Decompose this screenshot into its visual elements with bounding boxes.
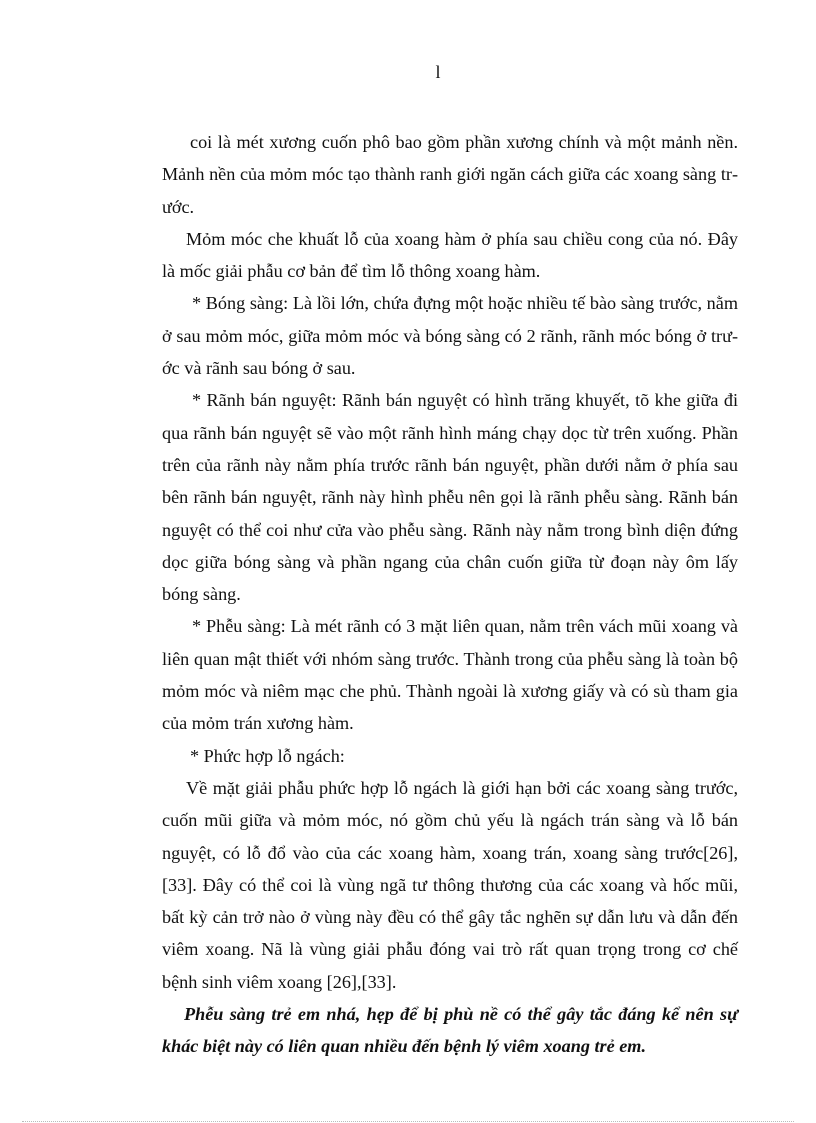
paragraph-ethmoid-bulla: * Bóng sàng: Là lồi lớn, chứa đựng một hoặc nhiều tế bào sàng trước, nằm ở sau mỏm móc, giữa mỏm móc và bóng sàng có 2 rãnh, rãnh móc bóng ở trước và rãnh sau bóng ở sau. [162,293,738,379]
paragraph-ethmoid-infundibulum: * Phễu sàng: Là mét rãnh có 3 mặt liên quan, nằm trên vách mũi xoang và liên quan mật thiết với nhóm sàng trước. Thành trong của phễu sàng là toàn bộ mỏm móc và niêm mạc che phủ. Thành ngoài là xương giấy và có sù tham gia của mỏm trán xương hàm. [162,616,738,734]
paragraph-uncinate-process: Mỏm móc che khuất lỗ của xoang hàm ở phía sau chiều cong của nó. Đây là mốc giải phẫu cơ bản để tìm lỗ thông xoang hàm. [162,228,738,282]
page-number: l [435,62,441,82]
paragraph-semilunar-groove: * Rãnh bán nguyệt: Rãnh bán nguyệt có hình trăng khuyết, tõ khe giữa đi qua rãnh bán nguyệt sẽ vào một rãnh hình máng chạy dọc từ trên xuống. Phần trên của rãnh này nằm phía trước rãnh bán nguyệt, phần dưới nằm ở phía sau bên rãnh bán nguyệt, rãnh này hình phễu nên gọi là rãnh phễu sàng. Rãnh bán nguyệt có thể coi như cửa vào phễu sàng. Rãnh này nằm trong bình diện đứng dọc giữa bóng sàng và phần ngang của chân cuốn giữa từ đoạn này ôm lấy bóng sàng. [162,390,738,605]
paragraph-ethmoid-bone: coi là mét xương cuốn phô bao gồm phần xương chính và một mảnh nền. Mảnh nền của mỏm móc tạo thành ranh giới ngăn cách giữa các xoang sàng trước. [162,132,738,217]
document-body [162,126,738,1063]
heading-ostiomeatal-complex: * Phức hợp lỗ ngách: [190,745,345,766]
paragraph-emphasis-children: Phễu sàng trẻ em nhá, hẹp để bị phù nề có thể gây tắc đáng kể nên sự khác biệt này có liên quan nhiều đến bệnh lý viêm xoang trẻ em. [162,1004,738,1057]
paragraph-ostiomeatal-complex: Về mặt giải phẫu phức hợp lỗ ngách là giới hạn bởi các xoang sàng trước, cuốn mũi giữa và mỏm móc, nó gồm chủ yếu là ngách trán sàng và lỗ bán nguyệt, có lỗ đổ vào của các xoang hàm, xoang trán, xoang sàng trước[26],[33]. Đây có thể coi là vùng ngã tư thông thương của các xoang và hốc mũi, bất kỳ cản trở nào ở vùng này đều có thể gây tắc nghẽn sự dẫn lưu và dẫn đến viêm xoang. Nã là vùng giải phẫu đóng vai trò rất quan trọng trong cơ chế bệnh sinh viêm xoang [26],[33]. [162,777,738,992]
page-bottom-divider [22,1121,794,1122]
